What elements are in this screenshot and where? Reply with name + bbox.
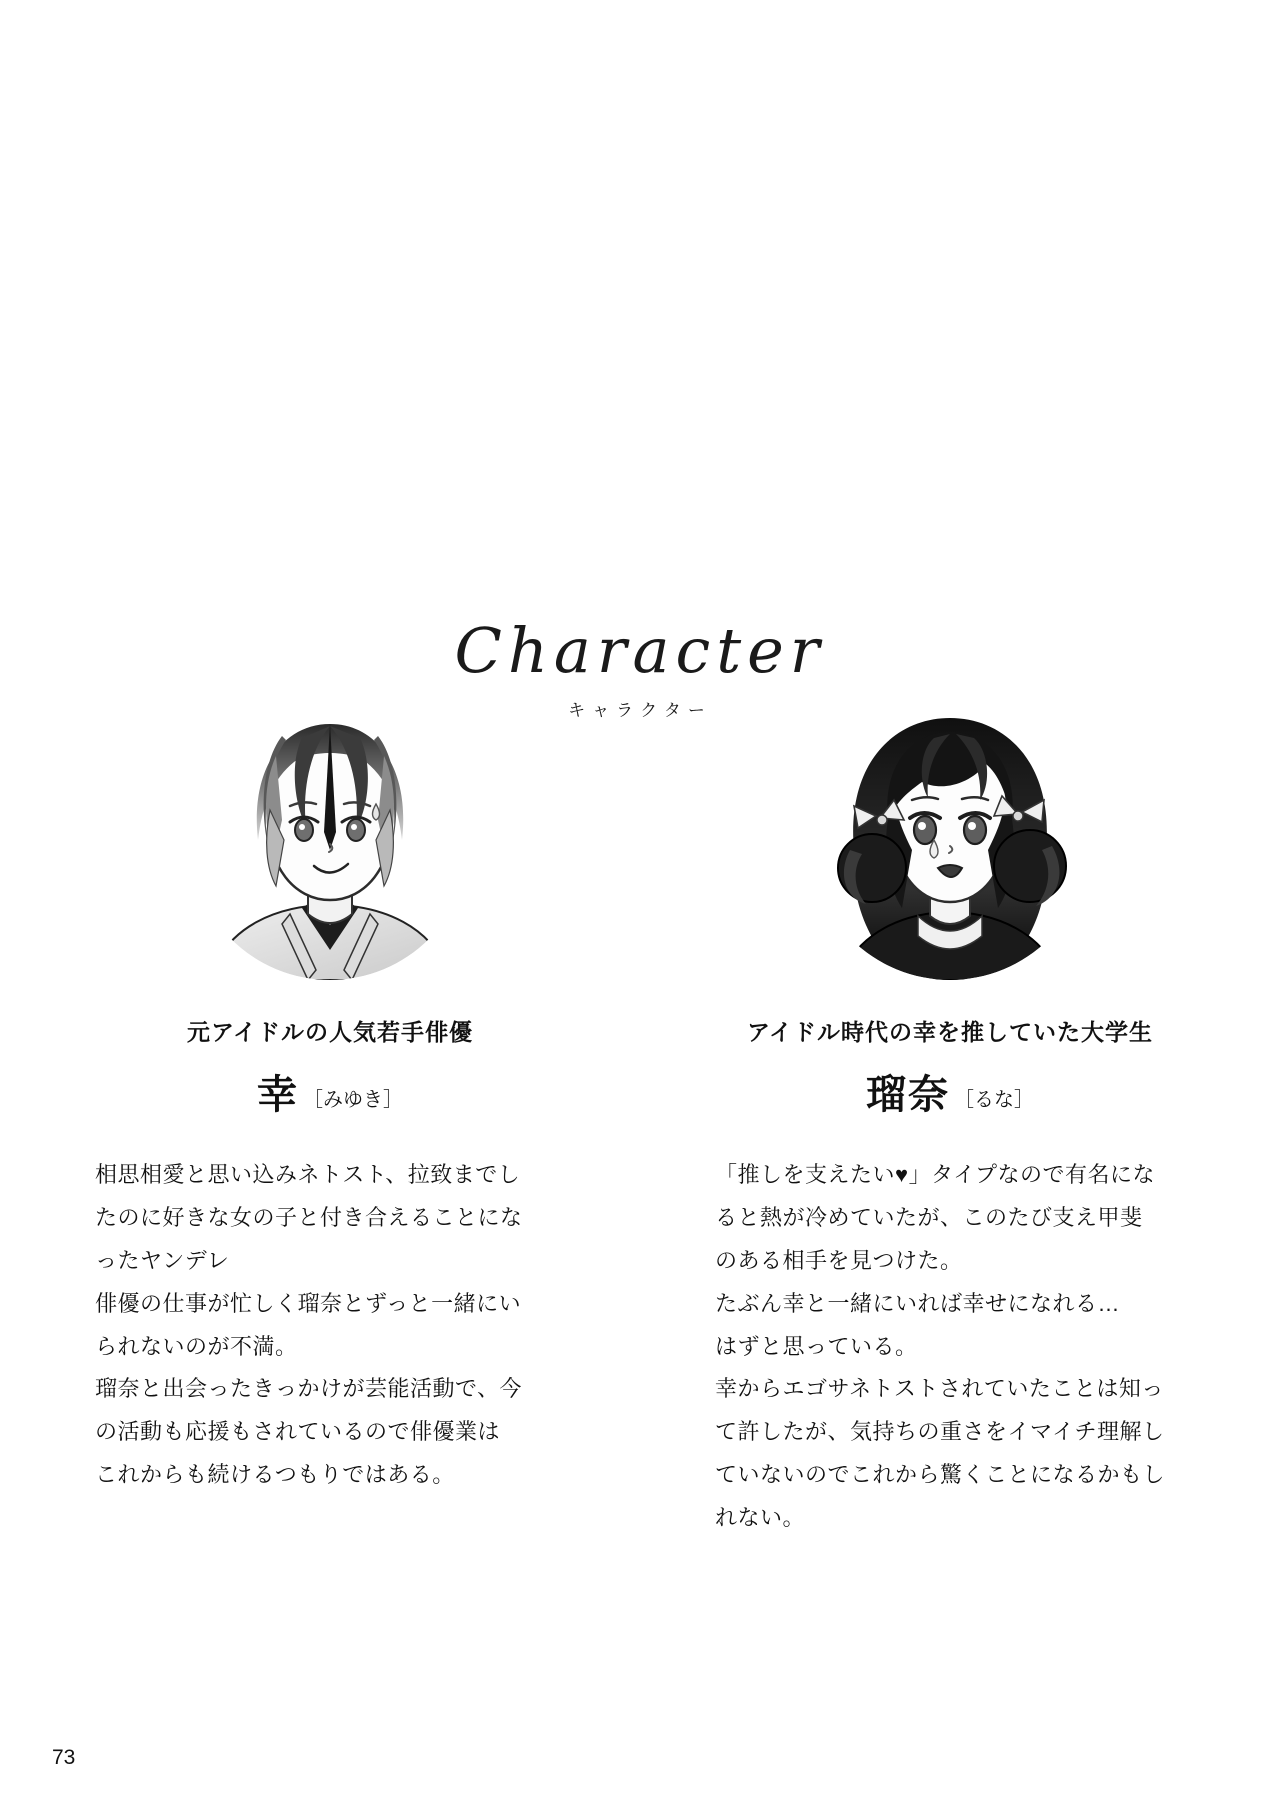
character-name-miyuki: 幸 — [257, 1073, 299, 1117]
character-portrait-miyuki — [190, 700, 470, 980]
description-line: 幸からエゴサネトストされていたことは知っ — [715, 1376, 1164, 1402]
character-role-runa: アイドル時代の幸を推していた大学生 — [747, 1019, 1153, 1045]
character-name-reading-runa: ［るな］ — [954, 1089, 1034, 1111]
character-description-miyuki — [95, 1154, 565, 1497]
character-portrait-runa — [810, 700, 1090, 980]
description-line: たのに好きな女の子と付き合えることにな — [95, 1204, 523, 1230]
title-text: Character — [454, 614, 826, 687]
character-name-row-runa — [866, 1063, 1034, 1120]
title-subtitle-text: キャラクター — [568, 701, 712, 720]
description-line: 相思相愛と思い込みネトスト、拉致までし — [95, 1162, 521, 1187]
character-role-miyuki: 元アイドルの人気若手俳優 — [187, 1019, 473, 1045]
description-line: ったヤンデレ — [95, 1247, 230, 1273]
description-line: 俳優の仕事が忙しく瑠奈とずっと一緒にい — [95, 1290, 522, 1316]
description-line: て許したが、気持ちの重さをイマイチ理解し — [715, 1419, 1165, 1445]
description-line: の活動も応援もされているので俳優業は — [95, 1419, 501, 1445]
character-card-miyuki — [80, 700, 580, 1540]
character-card-runa — [700, 700, 1200, 1540]
description-line: 「推しを支えたい♥」タイプなので有名にな — [715, 1162, 1155, 1187]
page-number: 73 — [52, 1746, 76, 1769]
description-line: これからも続けるつもりではある。 — [95, 1462, 455, 1488]
character-name-runa: 瑠奈 — [866, 1073, 950, 1117]
character-name-row-miyuki — [257, 1063, 403, 1120]
character-description-runa — [715, 1154, 1185, 1540]
description-line: ると熱が冷めていたが、このたび支え甲斐 — [715, 1204, 1143, 1230]
description-line: れない。 — [715, 1505, 806, 1531]
character-columns — [80, 700, 1200, 1540]
description-line: 瑠奈と出会ったきっかけが芸能活動で、今 — [95, 1376, 523, 1402]
character-name-reading-miyuki: ［みゆき］ — [303, 1089, 403, 1111]
description-line: はずと思っている。 — [715, 1333, 918, 1359]
description-line: のある相手を見つけた。 — [715, 1247, 963, 1273]
description-line: られないのが不満。 — [95, 1333, 298, 1359]
description-line: ていないのでこれから驚くことになるかもし — [715, 1462, 1166, 1488]
description-line: たぶん幸と一緒にいれば幸せになれる… — [715, 1290, 1121, 1316]
